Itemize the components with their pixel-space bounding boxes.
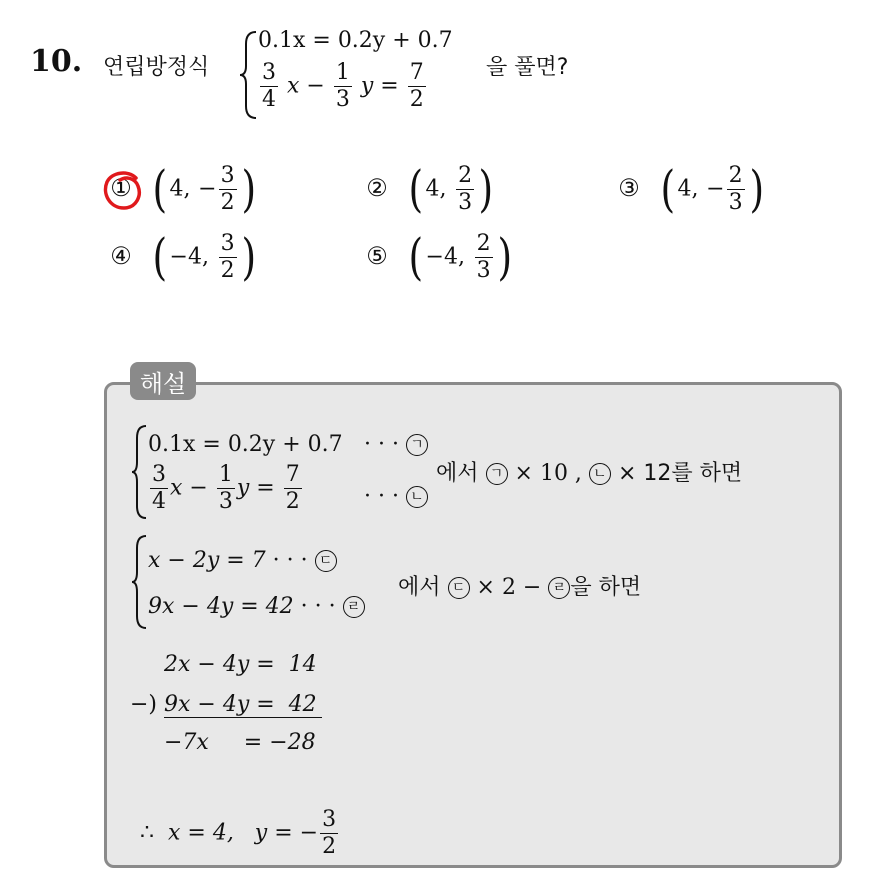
sol-sys2-op: 에서 ㄷ × 2 − ㄹ 을 하면	[398, 575, 642, 600]
sub-row1: 2x − 4y = 14	[164, 652, 317, 677]
sol-sys1-dots2: · · · ㄴ	[364, 484, 428, 509]
mark-giyeok-icon: ㄱ	[406, 434, 428, 456]
mark-nieun-icon: ㄴ	[406, 486, 428, 508]
solution-brace-2	[130, 534, 150, 630]
conclusion: ∴ x = 4, y = − $\frac{3}{2}$	[140, 807, 337, 859]
sub-row2: 9x − 4y = 42	[164, 692, 322, 718]
question-eq1: 0.1x = 0.2y + 0.7	[258, 28, 453, 53]
frac-3-4: $\frac{3}{4}$	[262, 60, 276, 112]
system-brace	[238, 30, 260, 120]
selected-mark-icon	[100, 168, 146, 214]
choice-2[interactable]: ② ( 4, $\frac{2}{3}$ )	[366, 160, 494, 218]
sol-sys1-op: 에서 ㄱ × 10 , ㄴ × 12를 하면	[436, 461, 743, 486]
choice-1[interactable]: ① ( 4, − $\frac{3}{2}$ )	[110, 160, 256, 218]
sol-sys2-eq1: x − 2y = 7 · · · ㄷ	[148, 548, 337, 573]
choice-5[interactable]: ⑤ ( −4, $\frac{2}{3}$ )	[366, 228, 512, 286]
sub-row3: −7x = −28	[164, 730, 316, 755]
sol-sys1-eq1: 0.1x = 0.2y + 0.7	[148, 432, 343, 457]
question-suffix: 을 풀면?	[486, 55, 569, 80]
sol-sys1-eq2: $\frac{3}{4}$ x − $\frac{1}{3}$ y = $\frac{7}{2}$	[152, 462, 300, 514]
sub-sign: −)	[130, 692, 158, 717]
question-number: 10.	[30, 44, 83, 79]
question-prefix: 연립방정식	[103, 55, 210, 80]
choice-3[interactable]: ③ ( 4, − $\frac{2}{3}$ )	[618, 160, 764, 218]
frac-1-3: $\frac{1}{3}$	[335, 60, 350, 112]
choice-4[interactable]: ④ ( −4, $\frac{3}{2}$ )	[110, 228, 256, 286]
sol-sys1-dots1: · · · ㄱ	[364, 432, 428, 457]
frac-7-2: $\frac{7}{2}$	[409, 60, 424, 112]
solution-tag: 해설	[130, 362, 196, 400]
question-eq2: $\frac{3}{4}$ x − $\frac{1}{3}$ y = $\frac{7}{2}$	[262, 60, 424, 112]
sol-sys2-eq2: 9x − 4y = 42 · · · ㄹ	[148, 594, 365, 619]
mark-rieul-icon: ㄹ	[343, 596, 365, 618]
solution-brace-1	[130, 424, 150, 520]
mark-digeut-icon: ㄷ	[315, 550, 337, 572]
